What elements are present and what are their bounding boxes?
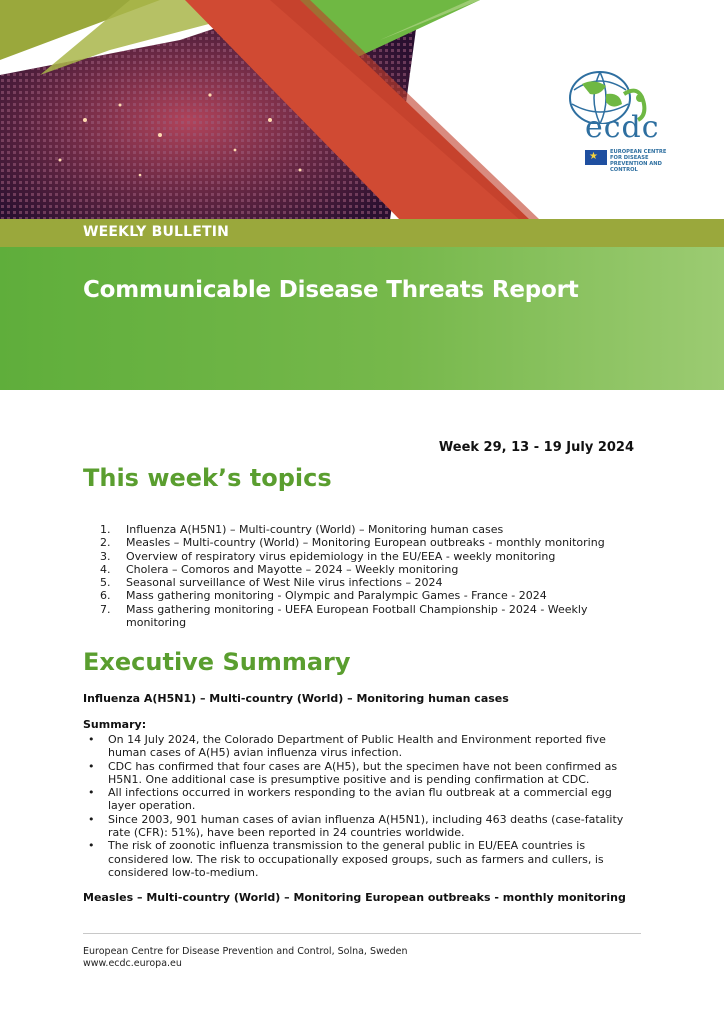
list-item: • On 14 July 2024, the Colorado Department of Public Health and Environment reported five human cases of A(H5) avian influenza virus infection.: [88, 733, 606, 760]
logo-wordmark: ecdc: [585, 110, 660, 145]
list-item: 1. Influenza A(H5N1) – Multi-country (World) – Monitoring human cases: [100, 523, 504, 536]
footer-address: European Centre for Disease Prevention and Control, Solna, Sweden: [83, 946, 408, 957]
footer-url: www.ecdc.europa.eu: [83, 958, 182, 969]
logo-subtitle: EUROPEAN CENTRE FOR DISEASE PREVENTION AND CONTROL: [610, 149, 667, 173]
footer: [83, 946, 408, 970]
list-item: 5. Seasonal surveillance of West Nile virus infections – 2024: [100, 576, 443, 590]
list-item: 4. Cholera – Comoros and Mayotte – 2024 – Weekly monitoring: [100, 562, 459, 576]
section-title-measles: Measles – Multi-country (World) – Monitoring European outbreaks - monthly monitoring: [83, 891, 626, 904]
list-item: • CDC has confirmed that four cases are A(H5), but the specimen have not been confirmed as H5N1. One additional case is presumptive positive and is pending confirmation at CDC.: [88, 759, 618, 786]
list-item: 7. Mass gathering monitoring - UEFA European Football Championship - 2024 - Weekly monitoring: [100, 602, 588, 630]
week-range: Week 29, 13 - 19 July 2024: [438, 440, 634, 455]
topics-heading: This week’s topics: [83, 464, 332, 492]
footer-divider: [83, 933, 641, 934]
section-title-influenza: Influenza A(H5N1) – Multi-country (World) – Monitoring human cases: [83, 692, 509, 705]
bulletin-label: WEEKLY BULLETIN: [83, 224, 230, 240]
report-title: Communicable Disease Threats Report: [83, 277, 579, 303]
topics-list: [100, 523, 640, 629]
list-item: • The risk of zoonotic influenza transmission to the general public in EU/EEA countries is considered low. The risk to occupationally exposed groups, such as farmers and cullers, is considered low-to-medium.: [88, 839, 604, 879]
summary-label: Summary:: [83, 718, 147, 731]
list-item: 3. Overview of respiratory virus epidemiology in the EU/EEA - weekly monitoring: [100, 549, 556, 563]
list-item: 6. Mass gathering monitoring - Olympic and Paralympic Games - France - 2024: [100, 589, 547, 603]
list-item: • Since 2003, 901 human cases of avian influenza A(H5N1), including 463 deaths (case-fatality rate (CFR): 51%), have been reported in 24 countries worldwide.: [88, 812, 624, 840]
list-item: 2. Measles – Multi-country (World) – Monitoring European outbreaks - monthly monitoring: [100, 536, 605, 550]
title-band: [0, 247, 724, 390]
eu-flag-icon: ★: [585, 150, 607, 165]
list-item: • All infections occurred in workers responding to the avian flu outbreak at a commercial egg layer operation.: [88, 786, 612, 813]
executive-summary-heading: Executive Summary: [83, 648, 351, 676]
summary-bullets: [88, 733, 628, 879]
